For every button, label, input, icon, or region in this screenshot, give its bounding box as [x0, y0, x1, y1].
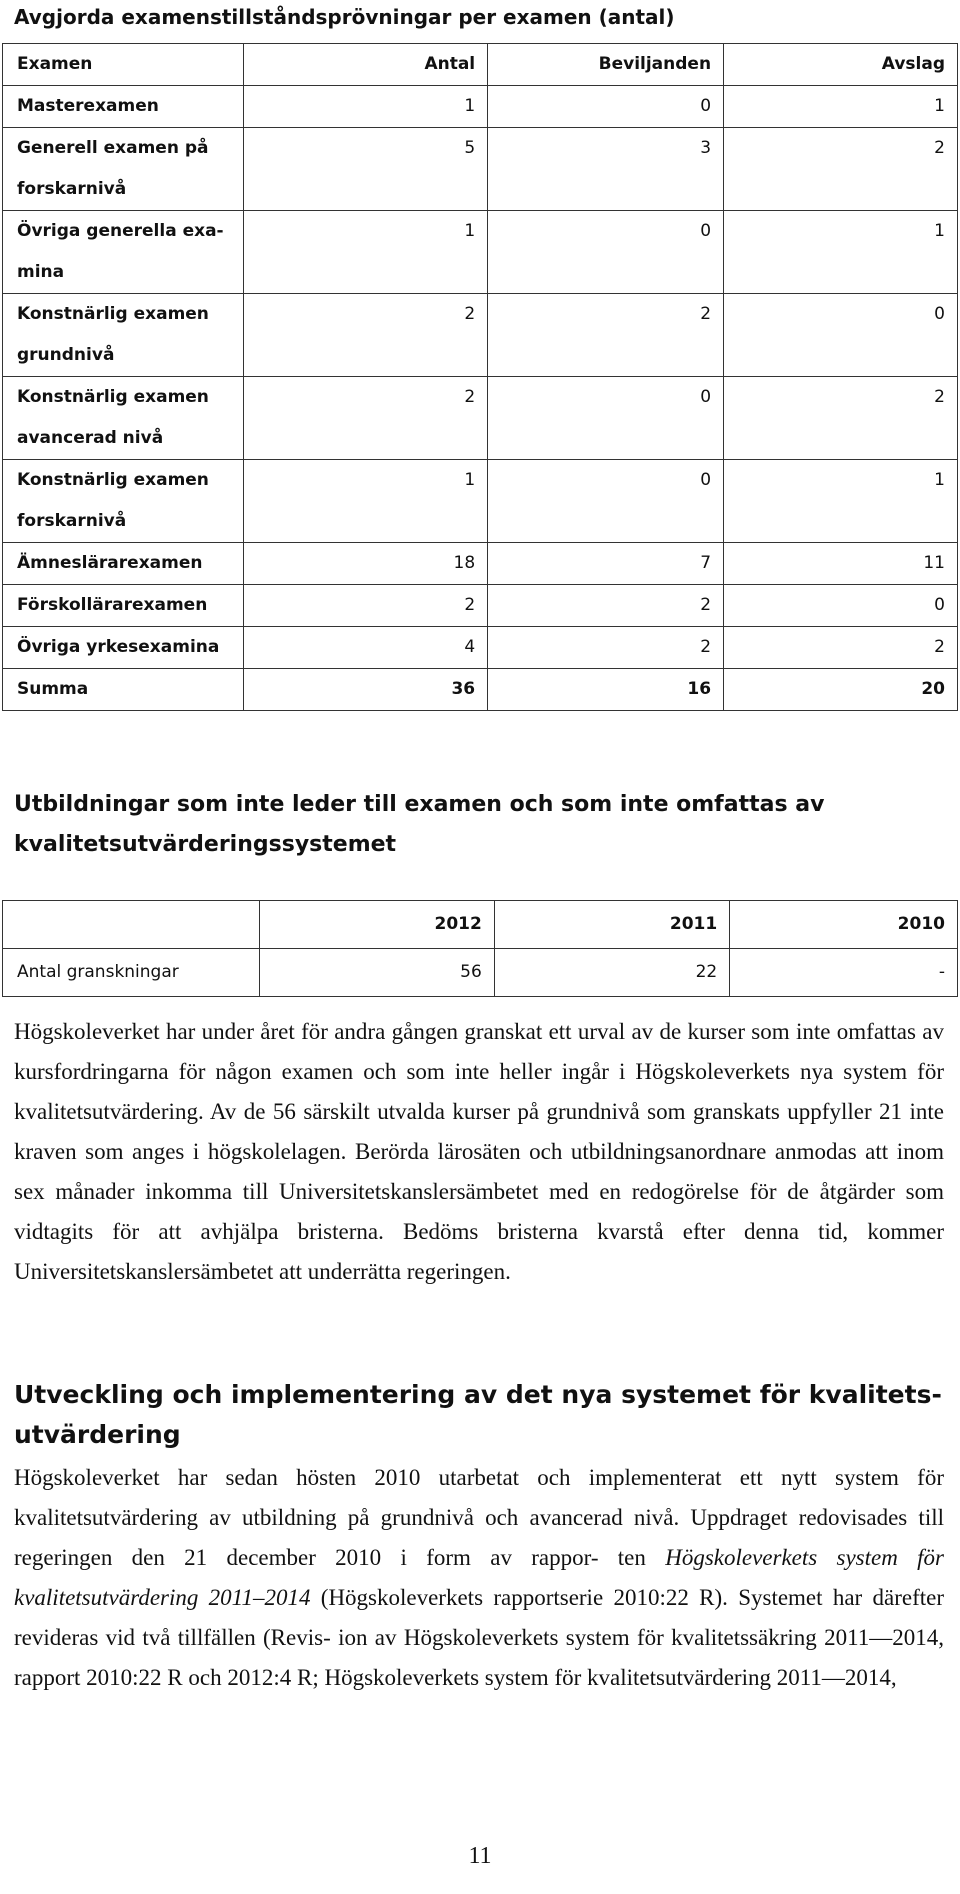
row-label: Antal granskningar [3, 949, 260, 997]
row-name-line: Konstnärlig examen [17, 304, 209, 324]
row-name [3, 86, 244, 128]
table-row [3, 211, 958, 294]
row-beviljanden: 2 [488, 585, 724, 627]
row-avslag: 0 [724, 585, 958, 627]
row-name [3, 294, 244, 377]
header-beviljanden: Beviljanden [488, 44, 724, 86]
row-avslag: 2 [724, 627, 958, 669]
row-beviljanden: 16 [488, 669, 724, 711]
table-row [3, 949, 958, 997]
table-header-row [3, 901, 958, 949]
row-antal: 4 [243, 627, 487, 669]
row-avslag: 1 [724, 86, 958, 128]
row-antal: 5 [243, 128, 487, 211]
row-avslag: 2 [724, 377, 958, 460]
body-paragraph: Högskoleverket har under året för andra gången granskat ett urval av de kurser som inte omfattas av kursfordringarna för någon examen och som inte heller ingår i Högskoleverkets nya system för kvalitetsutvärdering. Av de 56 särskilt utvalda kurser på grundnivå som granskats uppfyller 21 inte kraven som anges i högskolelagen. Berörda lärosäten och utbildningsanordnare anmodas att inom sex månader inkomma till Universitetskanslersämbetet med en redogörelse för de åtgärder som vidtagits för att avhjälpa bristerna. Bedöms bristerna kvarstå efter denna tid, kommer Universitetskanslersämbetet att underrätta regeringen. [14, 1019, 944, 1284]
row-antal: 1 [243, 211, 487, 294]
section-heading [14, 1375, 944, 1455]
row-avslag: 1 [724, 460, 958, 543]
table-row [3, 627, 958, 669]
section-heading-line: utvärdering [14, 1420, 181, 1449]
row-name-line: Generell examen på [17, 138, 209, 158]
row-name [3, 627, 244, 669]
row-name-line: Övriga generella exa- [17, 221, 224, 241]
row-name [3, 543, 244, 585]
header-examen: Examen [3, 44, 244, 86]
table2-title-line: Utbildningar som inte leder till examen och som inte omfattas av [14, 792, 825, 817]
row-name-line: avancerad nivå [17, 428, 164, 448]
paragraph-text: (Högskoleverkets rapportserie 2010:22 R). Systemet har därefter revideras vid två tillfällen (Revis- ion av Högskoleverkets system för kvalitetssäkring 2011—2014, rapport 2010:22 R och 2012:4 R; Högskoleverkets system för kvalitetsutvärdering 2011—2014, [14, 1585, 944, 1690]
row-name-line: mina [17, 262, 65, 282]
row-avslag: 11 [724, 543, 958, 585]
row-beviljanden: 0 [488, 460, 724, 543]
row-antal: 36 [243, 669, 487, 711]
table-summary-row [3, 669, 958, 711]
report-title-italic: Högskoleverkets system för kvalitetsutvärdering 2011–2014 [14, 1545, 945, 1610]
table-row [3, 585, 958, 627]
review-count-table [2, 900, 958, 997]
header-antal: Antal [243, 44, 487, 86]
table-header-row [3, 44, 958, 86]
table-row [3, 86, 958, 128]
row-beviljanden: 3 [488, 128, 724, 211]
table-row [3, 294, 958, 377]
row-name-line: Konstnärlig examen [17, 387, 209, 407]
table-row [3, 377, 958, 460]
row-antal: 2 [243, 294, 487, 377]
row-name [3, 128, 244, 211]
row-name-line: Övriga yrkesexamina [17, 637, 220, 657]
row-antal: 2 [243, 585, 487, 627]
body-paragraph [14, 1458, 944, 1698]
header-2010: 2010 [730, 901, 958, 949]
row-name-line: Summa [17, 679, 89, 699]
header-2011: 2011 [494, 901, 729, 949]
value-2012: 56 [260, 949, 494, 997]
row-name [3, 211, 244, 294]
row-beviljanden: 0 [488, 86, 724, 128]
paragraph-text: Högskoleverket har sedan hösten 2010 utarbetat och implementerat ett nytt system för kvalitetsutvärdering av utbildning på grundnivå och avancerad nivå. Uppdraget redovisades till regeringen den 21 december 2010 i form av rappor- ten [14, 1465, 944, 1570]
row-avslag: 1 [724, 211, 958, 294]
row-name-line: Förskollärarexamen [17, 595, 208, 615]
table-row [3, 460, 958, 543]
row-name-line: forskarnivå [17, 511, 127, 531]
row-avslag: 2 [724, 128, 958, 211]
header-avslag: Avslag [724, 44, 958, 86]
header-blank [3, 901, 260, 949]
page-number: 11 [468, 1843, 492, 1869]
row-name-line: grundnivå [17, 345, 115, 365]
header-2012: 2012 [260, 901, 494, 949]
row-beviljanden: 2 [488, 294, 724, 377]
row-beviljanden: 0 [488, 377, 724, 460]
row-name-line: Masterexamen [17, 96, 159, 116]
table1-title: Avgjorda examenstillståndsprövningar per examen (antal) [14, 5, 675, 29]
row-beviljanden: 7 [488, 543, 724, 585]
row-antal: 1 [243, 460, 487, 543]
row-name [3, 585, 244, 627]
value-2011: 22 [494, 949, 729, 997]
table-row [3, 543, 958, 585]
row-avslag: 20 [724, 669, 958, 711]
table2-title [14, 785, 944, 865]
row-name [3, 669, 244, 711]
row-avslag: 0 [724, 294, 958, 377]
row-name-line: forskarnivå [17, 179, 127, 199]
value-2010: - [730, 949, 958, 997]
table-row [3, 128, 958, 211]
row-name [3, 377, 244, 460]
row-antal: 2 [243, 377, 487, 460]
row-beviljanden: 2 [488, 627, 724, 669]
section-heading-line: Utveckling och implementering av det nya systemet för kvalitets- [14, 1380, 942, 1409]
exam-permit-table [2, 43, 958, 711]
row-name-line: Ämneslärarexamen [17, 553, 203, 573]
row-name-line: Konstnärlig examen [17, 470, 209, 490]
row-name [3, 460, 244, 543]
table2-title-line: kvalitetsutvärderingssystemet [14, 832, 397, 857]
row-antal: 18 [243, 543, 487, 585]
row-beviljanden: 0 [488, 211, 724, 294]
row-antal: 1 [243, 86, 487, 128]
